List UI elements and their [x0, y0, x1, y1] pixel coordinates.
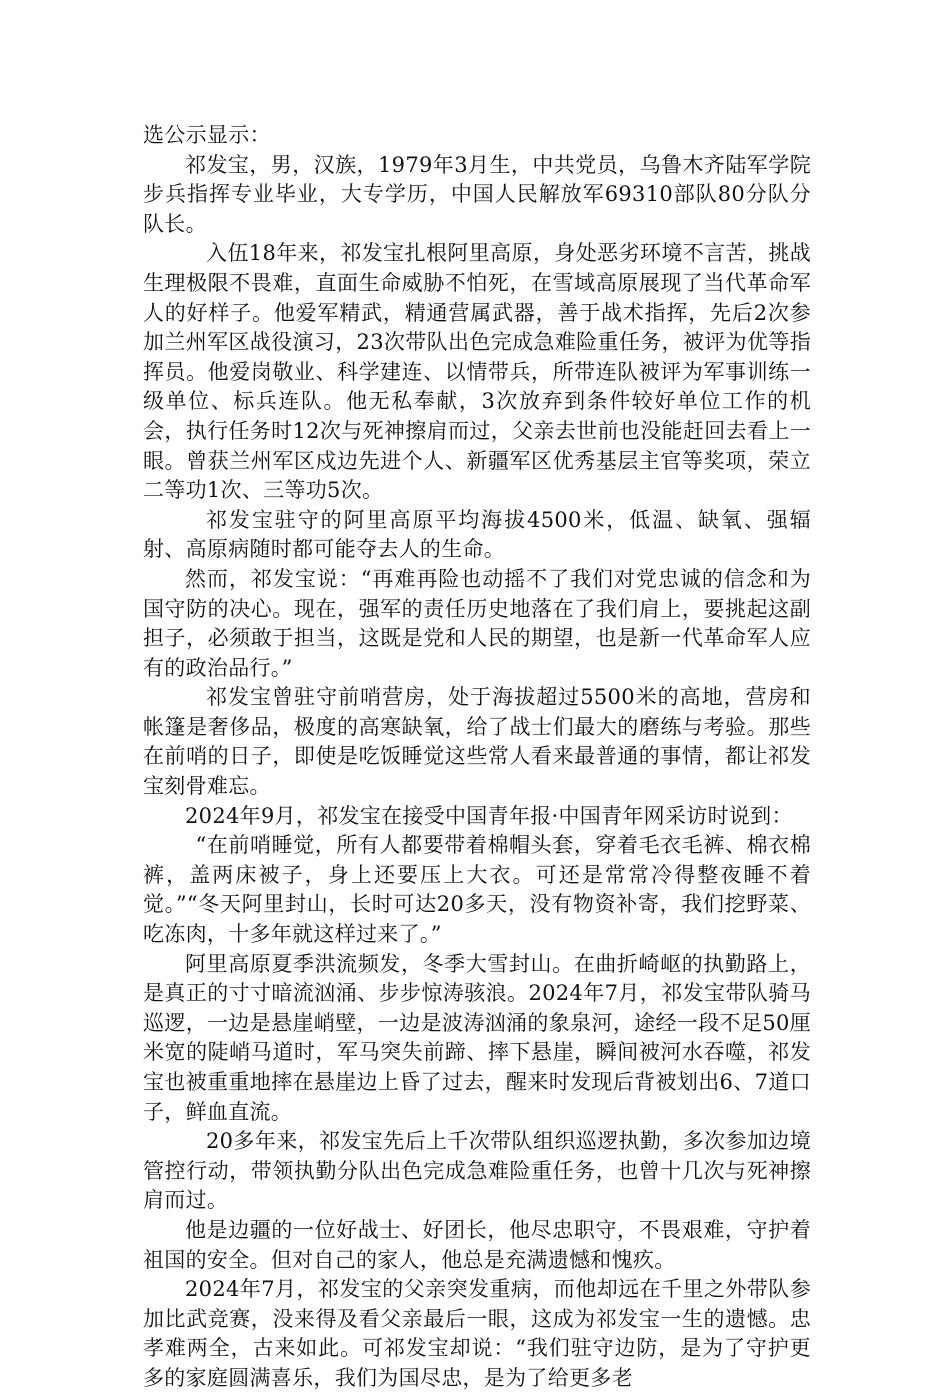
paragraph-father: 2024年7月，祁发宝的父亲突发重病，而他却远在千里之外带队参加比武竞赛，没来得及看父亲最后一眼，这成为祁发宝一生的遗憾。忠孝难两全，古来如此。可祁发宝却说：“我们驻守边防，是为了守护更多的家庭圆满喜乐，我们为国尽忠，是为了给更多老 — [143, 1277, 811, 1390]
paragraph-patrol: 阿里高原夏季洪流频发，冬季大雪封山。在曲折崎岖的执勤路上，是真正的寸寸暗流汹涌、步步惊涛骇浪。2024年7月，祁发宝带队骑马巡逻，一边是悬崖峭壁，一边是波涛汹涌的象泉河，途经一段不足50厘米宽的陡峭马道时，军马突失前蹄、摔下悬崖，瞬间被河水吞噬，祁发宝也被重重地摔在悬崖边上昏了过去，醒来时发现后背被划出6、7道口子，鲜血直流。 — [143, 951, 811, 1124]
paragraph-family: 他是边疆的一位好战士、好团长，他尽忠职守，不畏艰难，守护着祖国的安全。但对自己的家人，他总是充满遗憾和愧疚。 — [143, 1217, 811, 1272]
paragraph-profile: 祁发宝，男，汉族，1979年3月生，中共党员，乌鲁木齐陆军学院步兵指挥专业毕业，大专学历，中国人民解放军69310部队80分队分队长。 — [143, 152, 811, 236]
paragraph-twenty-years: 20多年来，祁发宝先后上千次带队组织巡逻执勤，多次参加边境管控行动，带领执勤分队出色完成急难险重任务，也曾十几次与死神擦肩而过。 — [143, 1129, 811, 1213]
paragraph-quote-resolve: 然而，祁发宝说：“再难再险也动摇不了我们对党忠诚的信念和为国守防的决心。现在，强军的责任历史地落在了我们肩上，要挑起这副担子，必须敢于担当，这既是党和人民的期望，也是新一代革命军人应有的政治品行。” — [143, 566, 811, 680]
paragraph-intro: 选公示显示： — [143, 123, 271, 147]
paragraph-outpost: 祁发宝曾驻守前哨营房，处于海拔超过5500米的高地，营房和帐篷是奢侈品，极度的高寒缺氧，给了战士们最大的磨练与考验。那些在前哨的日子，即使是吃饭睡觉这些常人看来最普通的事情，都让祁发宝刻骨难忘。 — [143, 685, 811, 799]
paragraph-interview: 2024年9月，祁发宝在接受中国青年报·中国青年网采访时说到： — [185, 803, 793, 828]
paragraph-service-record: 入伍18年来，祁发宝扎根阿里高原，身处恶劣环境不言苦，挑战生理极限不畏难，直面生命威胁不怕死，在雪域高原展现了当代革命军人的好样子。他爱军精武，精通营属武器，善于战术指挥，先后2次参加兰州军区战役演习，23次带队出色完成急难险重任务，被评为优等指挥员。他爱岗敬业、科学建连、以情带兵，所带连队被评为军事训练一级单位、标兵连队。他无私奉献，3次放弃到条件较好单位工作的机会，执行任务时12次与死神擦肩而过，父亲去世前也没能赶回去看上一眼。曾获兰州军区戍边先进个人、新疆军区优秀基层主官等奖项，荣立二等功1次、三等功5次。 — [143, 241, 811, 503]
paragraph-altitude: 祁发宝驻守的阿里高原平均海拔4500米，低温、缺氧、强辐射、高原病随时都可能夺去人的生命。 — [143, 507, 811, 562]
document-body — [143, 121, 811, 1394]
paragraph-quote-winter: “在前哨睡觉，所有人都要带着棉帽头套，穿着毛衣毛裤、棉衣棉裤，盖两床被子，身上还要压上大衣。可还是常常冷得整夜睡不着觉。”“冬天阿里封山，长时可达20多天，没有物资补寄，我们挖野菜、吃冻肉，十多年就这样过来了。” — [143, 833, 811, 947]
